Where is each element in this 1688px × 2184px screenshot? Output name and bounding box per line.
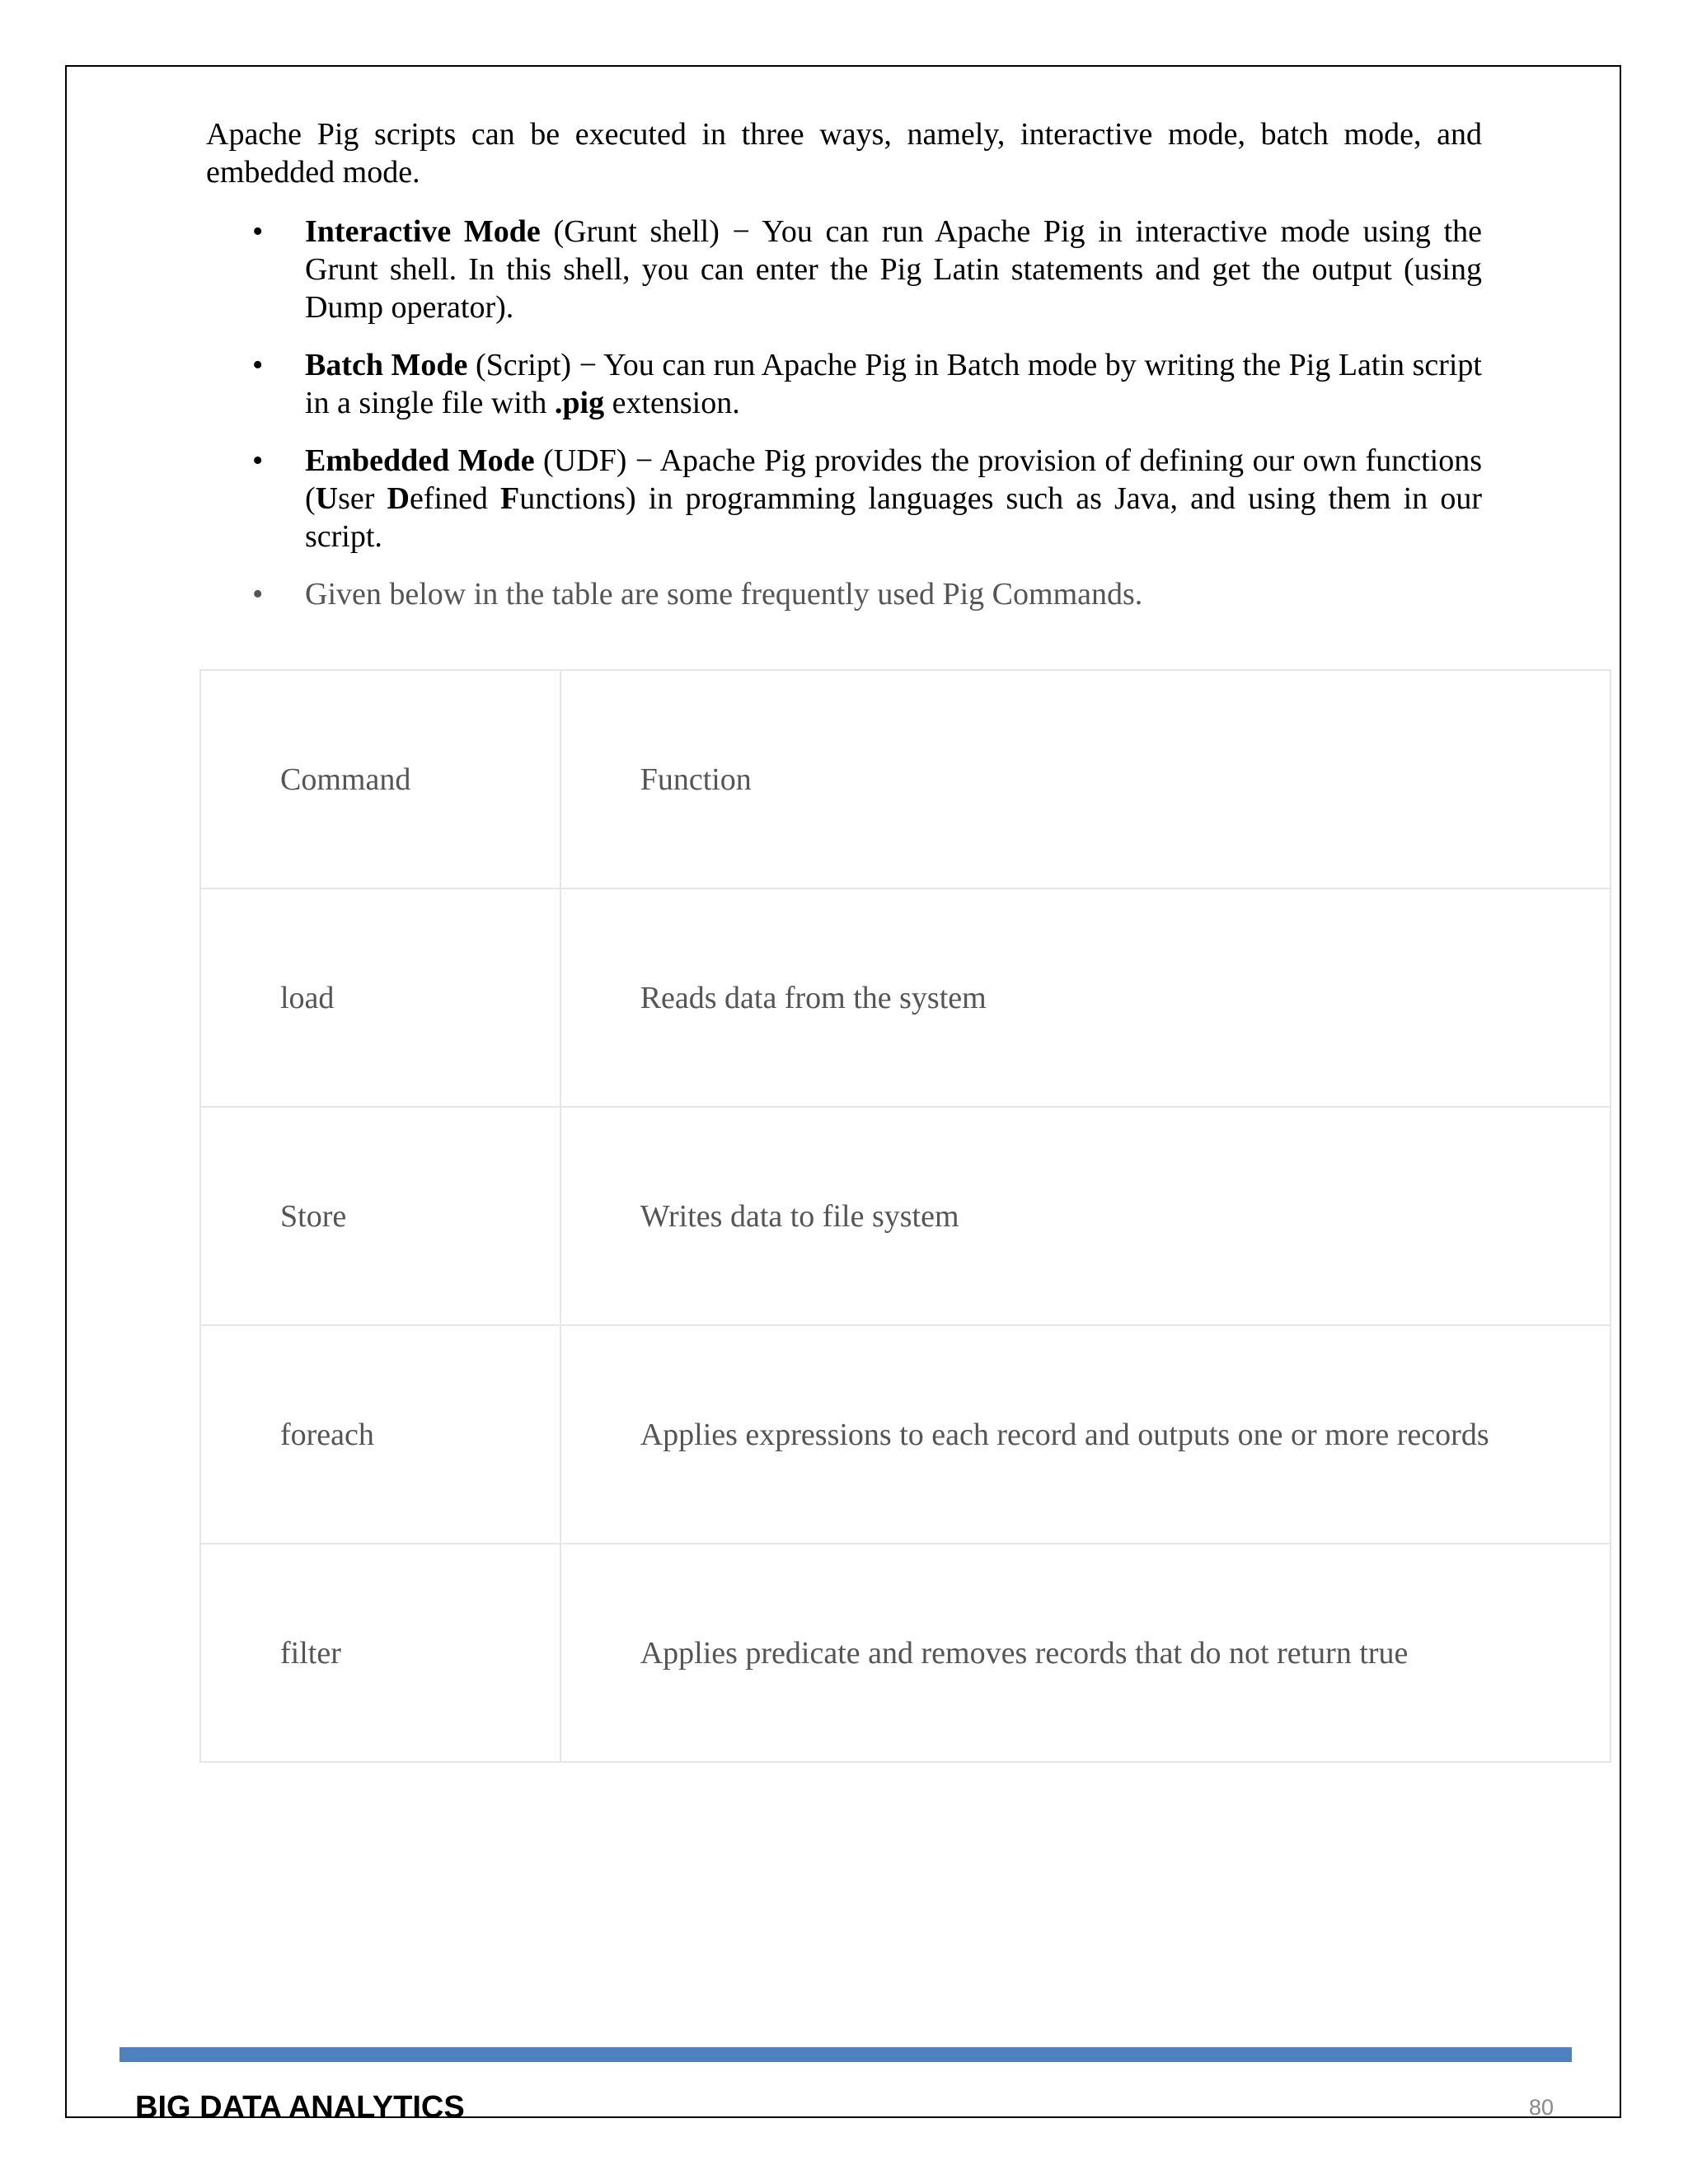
list-item-interactive-mode [206,213,1482,326]
interactive-mode-description: (Grunt shell) − You can run Apache Pig in interactive mode using the Grunt shell. In this shell, you can enter the Pig Latin statements and get the output (using Dump operator). [305,214,1483,325]
function-cell: Applies predicate and removes records that do not return true [560,1544,1611,1762]
udf-letter-u: U [315,481,339,516]
pig-extension: .pig [554,386,605,420]
table-row [200,1325,1611,1544]
bullet-icon: • [252,348,264,382]
function-cell: Writes data to file system [560,1107,1611,1325]
bullet-icon: • [252,443,264,478]
header-function: Function [560,670,1611,888]
list-item-embedded-mode [206,442,1482,555]
command-cell: foreach [200,1325,560,1544]
table-row [200,1544,1611,1762]
command-cell: Store [200,1107,560,1325]
function-cell: Reads data from the system [560,888,1611,1107]
table-row [200,1107,1611,1325]
list-item-table-intro [206,575,1482,613]
batch-mode-description: (Script) − You can run Apache Pig in Batch mode by writing the Pig Latin script in a single file with [305,348,1482,420]
embedded-mode-description-end: unctions) in programming languages such as Java, and using them in our script. [305,481,1482,554]
table-row [200,888,1611,1107]
list-item-batch-mode [206,346,1482,422]
udf-letter-d: D [387,481,410,516]
batch-mode-description-end: extension. [604,386,740,420]
batch-mode-label: Batch Mode [305,348,468,382]
udf-part-efined: efined [409,481,501,516]
footer-divider-bar [120,2047,1572,2062]
intro-paragraph: Apache Pig scripts can be executed in three ways, namely, interactive mode, batch mode, and embedded mode. [206,117,1482,190]
embedded-mode-label: Embedded Mode [305,443,535,478]
footer-title: BIG DATA ANALYTICS [135,2090,465,2125]
page-number: 80 [1529,2095,1554,2120]
interactive-mode-label: Interactive Mode [305,214,541,249]
function-cell: Applies expressions to each record and outputs one or more records [560,1325,1611,1544]
udf-letter-f: F [500,481,520,516]
table-intro-text: Given below in the table are some frequently used Pig Commands. [305,577,1143,612]
command-cell: load [200,888,560,1107]
header-command: Command [200,670,560,888]
udf-part-ser: ser [338,481,387,516]
table-header-row [200,670,1611,888]
bullet-icon: • [252,214,264,249]
bullet-icon: • [252,577,264,612]
embedded-mode-description: (UDF) − Apache Pig provides the provision of defining our own functions ( [305,443,1482,516]
command-cell: filter [200,1544,560,1762]
execution-modes-list [206,213,1482,633]
pig-commands-table [199,669,1611,1763]
